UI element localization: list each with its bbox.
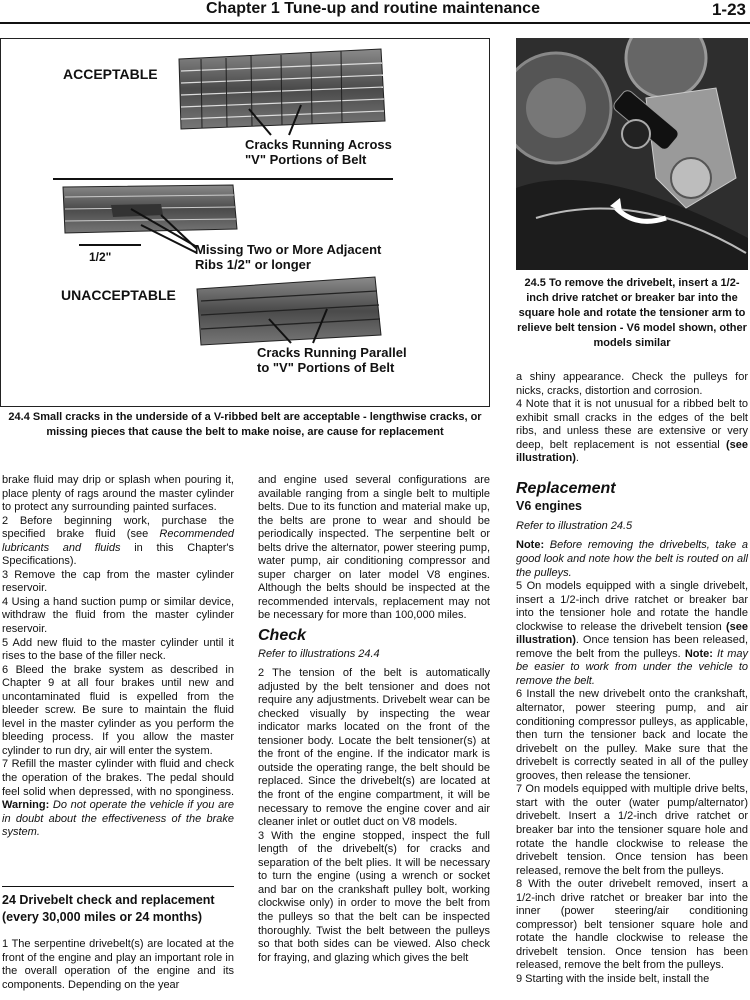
paragraph: 1 The serpentine drivebelt(s) are located at the front of the engine and play an important role in the overall operation of the engine and its components. Depending on the year [2,938,234,991]
label-cracks-across-1: Cracks Running Across [245,137,392,152]
column-1 [2,474,234,840]
acceptable-belt [179,49,385,129]
tensioner-photo [516,38,748,270]
paragraph: 5 On models equipped with a single drivebelt, insert a 1/2-inch drive ratchet or breaker bar into the tensioner hole and rotate the handle clockwise to release the drivebelt tension (see illustration). Once tension has been released, remove the belt from the pulleys. Note: It may be easier to work from under the vehicle to remove the belt. [516,580,748,687]
paragraph: 4 Using a hand suction pump or similar device, withdraw the fluid from the master cylinder reservoir. [2,595,234,636]
paragraph: a shiny appearance. Check the pulleys for nicks, cracks, distortion and corrosion. [516,371,748,397]
paragraph: and engine used several configurations are available ranging from a single belt to multiple belts. Due to its function and material make up, the belts are prone to wear and should be periodically inspected. The serpentine belt or belts drive the alternator, power steering pump, water pump, air conditioning compressor and super charger on later model V8 engines. Although the belts should be inspected at the recommended intervals, replacement may not be necessary for more than 100,000 miles. [258,474,490,622]
replacement-heading: Replacement [516,479,616,497]
chapter-title: Chapter 1 Tune-up and routine maintenance [206,0,540,17]
label-missing-1: Missing Two or More Adjacent [195,242,382,257]
check-reference: Refer to illustrations 24.4 [258,647,380,660]
column-3 [516,371,748,987]
label-missing-2: Ribs 1/2" or longer [195,257,311,272]
section-24-intro [2,938,234,992]
paragraph: brake fluid may drip or splash when pouring it, place plenty of rags around the master cylinder to protect any surrounding painted surfaces. [2,474,234,514]
paragraph: 2 The tension of the belt is automatically adjusted by the belt tensioner and does not require any adjustments. Drivebelt wear can be checked visually by inspecting the wear indicator marks located on the front of the tensioner body. Locate the belt tensioner(s) at the front of the engine. If the indicator mark is outside the operating range, the belt should be replaced. Since the drivebelt(s) are located at the front of the engine compartment, it will be necessary to remove the engine cover and air cleaner inlet or outlet duct on V8 models. [258,667,490,829]
paragraph: 7 On models equipped with multiple drive belts, start with the outer (water pump/alternator) drivebelt. Insert a 1/2-inch drive ratchet or breaker bar into the tensioner square hole and rotate the handle clockwise to release the drivebelt tension. Once tension has been released, remove the belt from the pulleys. [516,783,748,877]
missing-ribs-belt [63,185,237,233]
figure-24-5-caption: 24.5 To remove the drivebelt, insert a 1/2-inch drive ratchet or breaker bar into the square hole and rotate the tensioner arm to relieve belt tension - V6 model shown, other models similar [517,277,747,349]
paragraph: 5 Add new fluid to the master cylinder until it rises to the base of the filler neck. [2,636,234,663]
paragraph: 7 Refill the master cylinder with fluid and check the operation of the brakes. The pedal should feel solid when depressed, with no sponginess. Warning: Do not operate the vehicle if you are in doubt about the effectiveness of the brake system. [2,758,234,839]
page-number: 1-23 [711,0,746,19]
figure-24-5-photo [516,38,748,270]
paragraph: Note: Before removing the drivebelts, take a good look and note how the belt is routed on all the pulleys. [516,539,748,579]
figure-24-4-caption: 24.4 Small cracks in the underside of a V-ribbed belt are acceptable - lengthwise cracks, or missing pieces that cause the belt to make noise, are cause for replacement [8,411,482,438]
column-2 [258,474,490,965]
paragraph: 3 Remove the cap from the master cylinder reservoir. [2,568,234,595]
check-heading: Check [258,627,307,645]
v6-heading: V6 engines [516,499,582,514]
label-cracks-parallel-2: to "V" Portions of Belt [257,360,395,375]
paragraph: 8 With the outer drivebelt removed, insert a 1/2-inch drive ratchet or breaker bar into the inner (power steering/air conditioning compressor) belt tensioner square hole and rotate the handle clockwise to release the drivebelt tension. Once tension has been released, remove the belt from the pulleys. [516,878,748,972]
label-acceptable: ACCEPTABLE [63,66,158,82]
belt-illustration [1,39,489,406]
v6-reference: Refer to illustration 24.5 [516,519,633,532]
label-cracks-across-2: "V" Portions of Belt [245,152,367,167]
paragraph: 6 Install the new drivebelt onto the crankshaft, alternator, power steering pump, and air conditioning compressor pulleys, as applicable, then turn the tensioner back and locate the drivebelt on the pulley. Make sure that the drivebelt is correctly seated in all of the pulley grooves, then release the tensioner. [516,688,748,782]
paragraph: 9 Starting with the inside belt, install the [516,972,710,985]
paragraph: 3 With the engine stopped, inspect the full length of the drivebelt(s) for cracks and separation of the belt plies. It will be necessary to turn the engine (using a wrench or socket and bar on the crankshaft pulley bolt, working clockwise only) in order to move the belt from the pulleys so that the belt can be inspected thoroughly. Twist the belt between the pulleys so that both sides can be viewed. Also check for fraying, and glazing which gives the belt [258,829,490,964]
unacceptable-belt [197,277,381,345]
paragraph: 4 Note that it is not unusual for a ribbed belt to exhibit small cracks in the edges of the belt ribs, and unless these are extensive or very deep, belt replacement is not essential (see illustration). [516,398,748,465]
figure-24-4 [0,38,490,407]
label-half-inch: 1/2" [89,250,112,264]
label-cracks-parallel-1: Cracks Running Parallel [257,345,407,360]
paragraph: 6 Bleed the brake system as described in Chapter 9 at all four brakes until new and uncontaminated fluid is expelled from the bleeder screw. Be sure to maintain the fluid level in the master cylinder as you perform the bleeding process. If you allow the master cylinder to run dry, air will enter the system. [2,663,234,757]
paragraph: 2 Before beginning work, purchase the specified brake fluid (see Recommended lubricants and fluids in this Chapter's Specifications). [2,514,234,568]
section-24-title: 24 Drivebelt check and replacement (every 30,000 miles or 24 months) [2,886,234,926]
running-header [0,0,750,24]
label-unacceptable: UNACCEPTABLE [61,287,176,303]
